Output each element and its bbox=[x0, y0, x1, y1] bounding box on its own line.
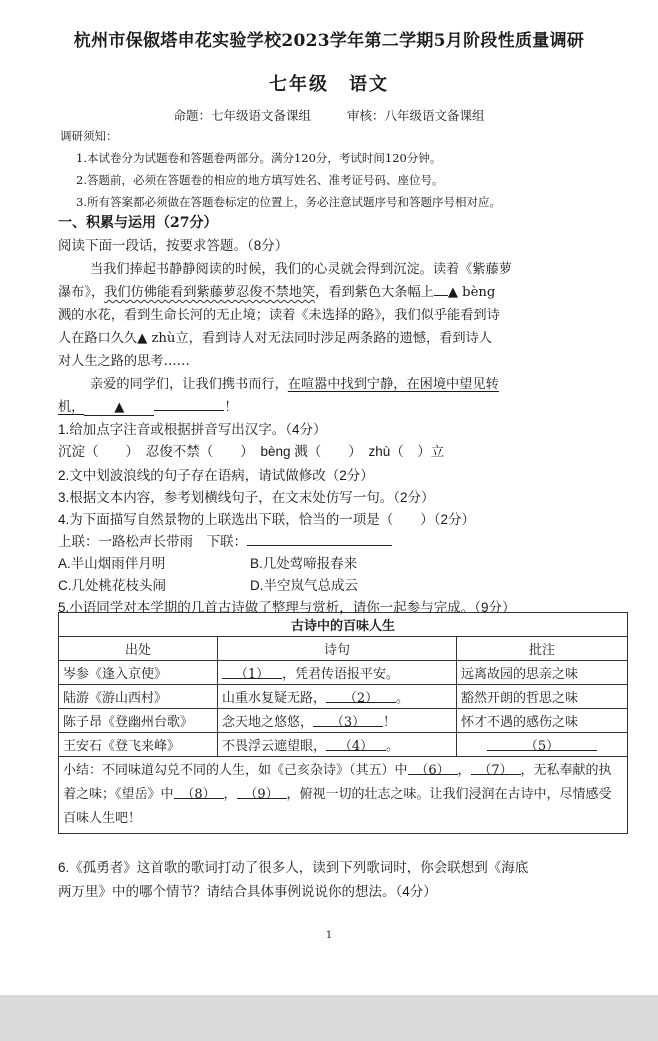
blank-number: （5） bbox=[524, 739, 560, 754]
fill-blank bbox=[237, 783, 287, 802]
section-heading: 一、积累与运用（27分） bbox=[58, 215, 218, 231]
wavy-underlined-sentence: 我们仿佛能看到紫藤萝忍俊不禁地笑 bbox=[104, 285, 316, 300]
poem-source: 陆游《游山西村》 bbox=[59, 685, 218, 709]
blank-number: （7） bbox=[478, 763, 513, 778]
fill-blank bbox=[487, 735, 597, 754]
fill-blank bbox=[471, 759, 521, 778]
passage-line bbox=[58, 327, 492, 346]
option-d: D.半空岚气总成云 bbox=[250, 578, 358, 593]
blank-number: （1） bbox=[234, 667, 270, 682]
exam-subtitle: 七年级 语文 bbox=[269, 74, 389, 95]
question-1: 1.给加点字注音或根据拼音写出汉字。（4分） bbox=[58, 422, 327, 437]
column-header: 批注 bbox=[457, 637, 628, 661]
poem-note: 怀才不遇的感伤之味 bbox=[457, 709, 628, 733]
passage-line: 对人生之路的思考…… bbox=[58, 354, 190, 369]
table-row bbox=[59, 709, 628, 733]
blank-number: （2） bbox=[343, 691, 379, 706]
poem-source: 岑参《逢入京使》 bbox=[59, 661, 218, 685]
table-caption: 古诗中的百味人生 bbox=[59, 613, 628, 637]
poem-text: 不畏浮云遮望眼， bbox=[222, 739, 327, 754]
table-row bbox=[59, 661, 628, 685]
author-text: 命题：七年级语文备课组 bbox=[173, 108, 311, 123]
notice-item: 1.本试卷分为试题卷和答题卷两部分。满分120分，考试时间120分钟。 bbox=[76, 151, 442, 165]
notice-item: 3.所有答案都必须做在答题卷标定的位置上，务必注意试题序号和答题序号相对应。 bbox=[76, 195, 501, 209]
passage-line bbox=[90, 373, 499, 392]
poem-text: 。 bbox=[386, 739, 400, 754]
imitation-blank-rest bbox=[154, 398, 224, 411]
poem-text: ！ bbox=[383, 715, 397, 730]
notice-item: 2.答题前，必须在答题卷的相应的地方填写姓名、准考证号码、座位号。 bbox=[76, 173, 444, 187]
fill-blank bbox=[222, 663, 282, 682]
blank-marker: ▲ bbox=[114, 400, 125, 415]
upper-couplet: 上联：一路松声长带雨 下联： bbox=[58, 534, 247, 549]
poem-line bbox=[218, 709, 457, 733]
summary-text: ，俯视一切的壮志之味。让我们浸润在古诗中，尽情感受百味人生吧！ bbox=[63, 787, 612, 826]
column-header: 出处 bbox=[59, 637, 218, 661]
viewer-bottom-band bbox=[0, 995, 658, 1041]
fill-blank bbox=[326, 687, 396, 706]
pinyin-prompt: ▲ bèng bbox=[447, 285, 496, 300]
option-c: C.几处桃花枝头闹 bbox=[58, 578, 166, 593]
poem-line bbox=[218, 661, 457, 685]
answer-blank bbox=[434, 283, 448, 296]
summary-text: 小结：不同味道勾兑不同的人生，如《己亥杂诗》（其五）中 bbox=[63, 763, 408, 778]
table-row bbox=[59, 685, 628, 709]
column-header: 诗句 bbox=[218, 637, 457, 661]
question-6: 6.《孤勇者》这首歌的歌词打动了很多人，读到下列歌词时，你会联想到《海底 bbox=[58, 860, 529, 875]
page-number: 1 bbox=[325, 930, 333, 941]
blank-number: （9） bbox=[244, 787, 279, 802]
question-4: 4.为下面描写自然景物的上联选出下联，恰当的一项是（ ）（2分） bbox=[58, 512, 476, 527]
fill-blank bbox=[174, 783, 224, 802]
summary-text: ， bbox=[457, 763, 471, 778]
notice-heading: 调研须知： bbox=[60, 129, 118, 143]
poem-source: 陈子昂《登幽州台歌》 bbox=[59, 709, 218, 733]
passage-text: ，看到紫色大条幅上 bbox=[315, 285, 434, 300]
question-3: 3.根据文本内容，参考划横线句子，在文末处仿写一句。（2分） bbox=[58, 490, 435, 505]
question-6-cont: 两万里》中的哪个情节？请结合具体事例说说你的想法。（4分） bbox=[58, 884, 437, 899]
fill-blank bbox=[326, 735, 386, 754]
reviewer-text: 审核：八年级语文备课组 bbox=[346, 108, 485, 123]
passage-line bbox=[58, 281, 495, 300]
imitation-blank bbox=[84, 400, 154, 416]
answer-blank bbox=[247, 533, 392, 546]
passage-text: zhù立，看到诗人对无法同时涉足两条路的遗憾，看到诗人 bbox=[147, 331, 492, 346]
poem-table bbox=[58, 612, 628, 834]
question-2: 2.文中划波浪线的句子存在语病，请试做修改（2分） bbox=[58, 468, 374, 483]
poem-note: 豁然开朗的哲思之味 bbox=[457, 685, 628, 709]
authors-line bbox=[0, 106, 658, 124]
underlined-sentence: 在喧嚣中找到宁静，在困境中望见转 bbox=[287, 377, 499, 392]
passage-text: 人在路口久久 bbox=[58, 331, 138, 346]
blank-number: （6） bbox=[415, 763, 450, 778]
blank-marker: ▲ bbox=[137, 331, 148, 346]
summary-text: ， bbox=[223, 787, 237, 802]
poem-text: 。 bbox=[396, 691, 410, 706]
question-5: 5.小语同学对本学期的几首古诗做了整理与赏析，请你一起参与完成。（9分） bbox=[58, 600, 516, 615]
poem-text: ，凭君传语报平安。 bbox=[282, 667, 400, 682]
blank-number: （4） bbox=[338, 739, 374, 754]
poem-note-blank bbox=[457, 733, 628, 757]
passage-line bbox=[58, 396, 238, 416]
summary-text: ，无私奉献的执着之味；《望岳》中 bbox=[63, 763, 612, 802]
passage-text: 瀑布》， bbox=[58, 285, 105, 300]
question-4-upper bbox=[58, 530, 392, 550]
poem-text: 山重水复疑无路， bbox=[222, 691, 327, 706]
poem-source: 王安石《登飞来峰》 bbox=[59, 733, 218, 757]
exam-title: 杭州市保俶塔申花实验学校2023学年第二学期5月阶段性质量调研 bbox=[73, 31, 585, 51]
table-row bbox=[59, 733, 628, 757]
underlined-sentence-end: 机， bbox=[58, 400, 85, 415]
fill-blank bbox=[408, 759, 458, 778]
blank-number: （8） bbox=[181, 787, 216, 802]
blank-number: （3） bbox=[330, 715, 366, 730]
passage-text: ！ bbox=[224, 400, 238, 415]
poem-note: 远离故园的思亲之味 bbox=[457, 661, 628, 685]
poem-line bbox=[218, 685, 457, 709]
passage-text: 亲爱的同学们，让我们携书而行， bbox=[90, 377, 288, 392]
table-summary bbox=[59, 757, 628, 834]
option-a: A.半山烟雨伴月明 bbox=[58, 556, 166, 571]
option-b: B.几处莺啼报春来 bbox=[250, 556, 358, 571]
passage-line: 当我们捧起书静静阅读的时候，我们的心灵就会得到沉淀。读着《紫藤萝 bbox=[90, 262, 512, 277]
poem-line bbox=[218, 733, 457, 757]
question-1-items: 沉淀（ ） 忍俊不禁（ ） bèng 溅（ ） zhù（ ）立 bbox=[58, 444, 445, 459]
poem-text: 念天地之悠悠， bbox=[222, 715, 314, 730]
passage-instruction: 阅读下面一段话，按要求答题。（8分） bbox=[58, 238, 289, 253]
passage-line: 溅的水花，看到生命长河的无止境；读着《未选择的路》，我们似乎能看到诗 bbox=[58, 308, 500, 323]
fill-blank bbox=[313, 711, 383, 730]
